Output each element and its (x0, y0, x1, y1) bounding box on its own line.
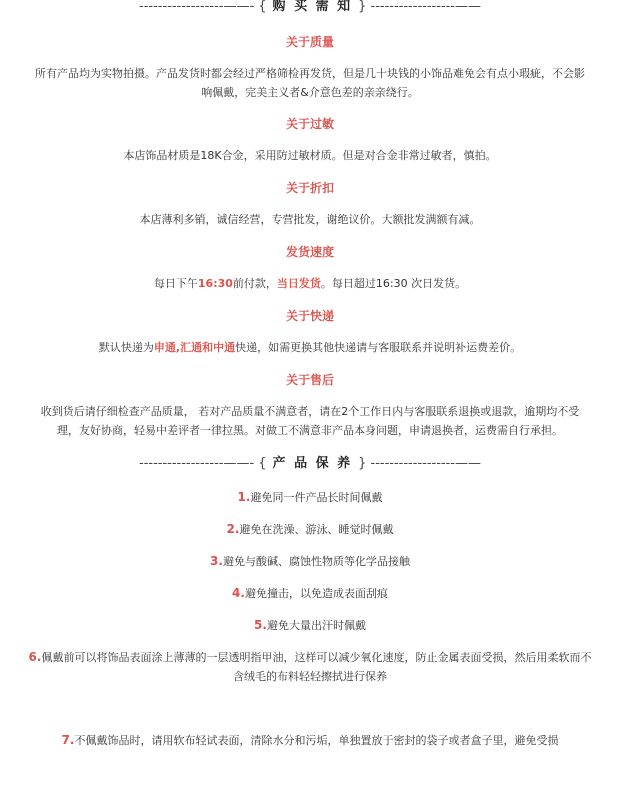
care-item-number: 5. (254, 618, 267, 632)
quality-heading: 关于质量 (285, 35, 334, 49)
care-item-7 (0, 731, 620, 750)
after-sales-text-line2: 理，友好协商，轻易中差评者一律拉黑。对做工不满意非产品本身问题，申请退换者，运费需自行承担。 (57, 424, 563, 437)
care-item-text: 避免撞击，以免造成表面刮痕 (244, 587, 388, 600)
courier-heading: 关于快递 (285, 309, 334, 323)
shipping-mid: 前付款， (232, 277, 277, 290)
care-item-number: 2. (226, 522, 240, 536)
product-care-divider (0, 455, 620, 473)
shipping-speed-text (0, 274, 620, 293)
care-item-2 (0, 520, 620, 539)
purchase-notice-divider (0, 0, 620, 16)
care-item-text: 避免与酸碱、腐蚀性物质等化学品接触 (222, 555, 410, 568)
quality-text-line2: 响佩戴，完美主义者&介意色差的亲亲绕行。 (201, 86, 419, 99)
same-day-shipping: 当日发货 (276, 277, 321, 290)
care-item-number: 3. (210, 554, 223, 568)
care-item-5 (0, 616, 620, 635)
care-item-text: 不佩戴饰品时，请用软布轻试表面，清除水分和污垢，单独置放于密封的袋子或者盒子里，避免受损 (74, 734, 559, 747)
courier-text (0, 338, 620, 357)
after-sales-text-line1: 收到货后请仔细检查产品质量， 若对产品质量不满意者，请在2个工作日内与客服联系退换或退款，逾期均不受 (40, 405, 580, 418)
shipping-suffix: 。每日超过16:30 次日发货。 (320, 277, 467, 290)
care-item-text: 佩戴前可以将饰品表面涂上薄薄的一层透明指甲油，这样可以减少氧化速度，防止金属表面受损，然后用柔软而不 (41, 651, 592, 664)
courier-prefix: 默认快递为 (98, 341, 154, 354)
cutoff-time: 16:30 (197, 277, 233, 290)
care-item-3 (0, 552, 620, 571)
care-item-text: 避免大量出汗时佩戴 (266, 619, 366, 632)
care-item-number: 7. (61, 733, 75, 747)
allergy-heading: 关于过敏 (285, 117, 334, 131)
courier-suffix: 快递，如需更换其他快递请与客服联系并说明补运费差价。 (235, 341, 522, 354)
default-couriers: 申通,汇通和中通 (153, 341, 236, 354)
care-item-text: 避免同一件产品长时间佩戴 (250, 491, 383, 504)
care-item-text: 避免在洗澡、游泳、睡觉时佩戴 (239, 523, 394, 536)
divider-right: } ------------------—— (358, 456, 481, 471)
divider-right: } ------------------—— (358, 0, 481, 14)
product-care-title: 产 品 保 养 (272, 456, 353, 471)
care-item-number: 6. (28, 650, 42, 664)
allergy-text: 本店饰品材质是18K合金，采用防过敏材质。但是对合金非常过敏者，慎拍。 (123, 149, 497, 162)
divider-left: ------------------——- { (139, 0, 267, 14)
care-item-4 (0, 584, 620, 603)
care-item-number: 1. (237, 490, 251, 504)
purchase-notice-title: 购 买 需 知 (272, 0, 353, 14)
care-item-1 (0, 488, 620, 507)
shipping-speed-heading: 发货速度 (285, 245, 334, 259)
divider-left: ------------------——- { (139, 456, 267, 471)
quality-text-line1: 所有产品均为实物拍摄。产品发货时都会经过严格筛检再发货，但是几十块钱的小饰品难免会有点小瑕疵，不会影 (35, 67, 585, 80)
shipping-prefix: 每日下午 (153, 277, 198, 290)
care-item-6 (0, 648, 620, 667)
discount-text: 本店薄利多销，诚信经营，专营批发，谢绝议价。大额批发满额有减。 (139, 213, 481, 226)
care-item-number: 4. (232, 586, 245, 600)
discount-heading: 关于折扣 (285, 181, 334, 195)
care-item-6-line2: 含绒毛的布料轻轻擦拭进行保养 (233, 670, 387, 683)
after-sales-heading: 关于售后 (285, 373, 334, 387)
